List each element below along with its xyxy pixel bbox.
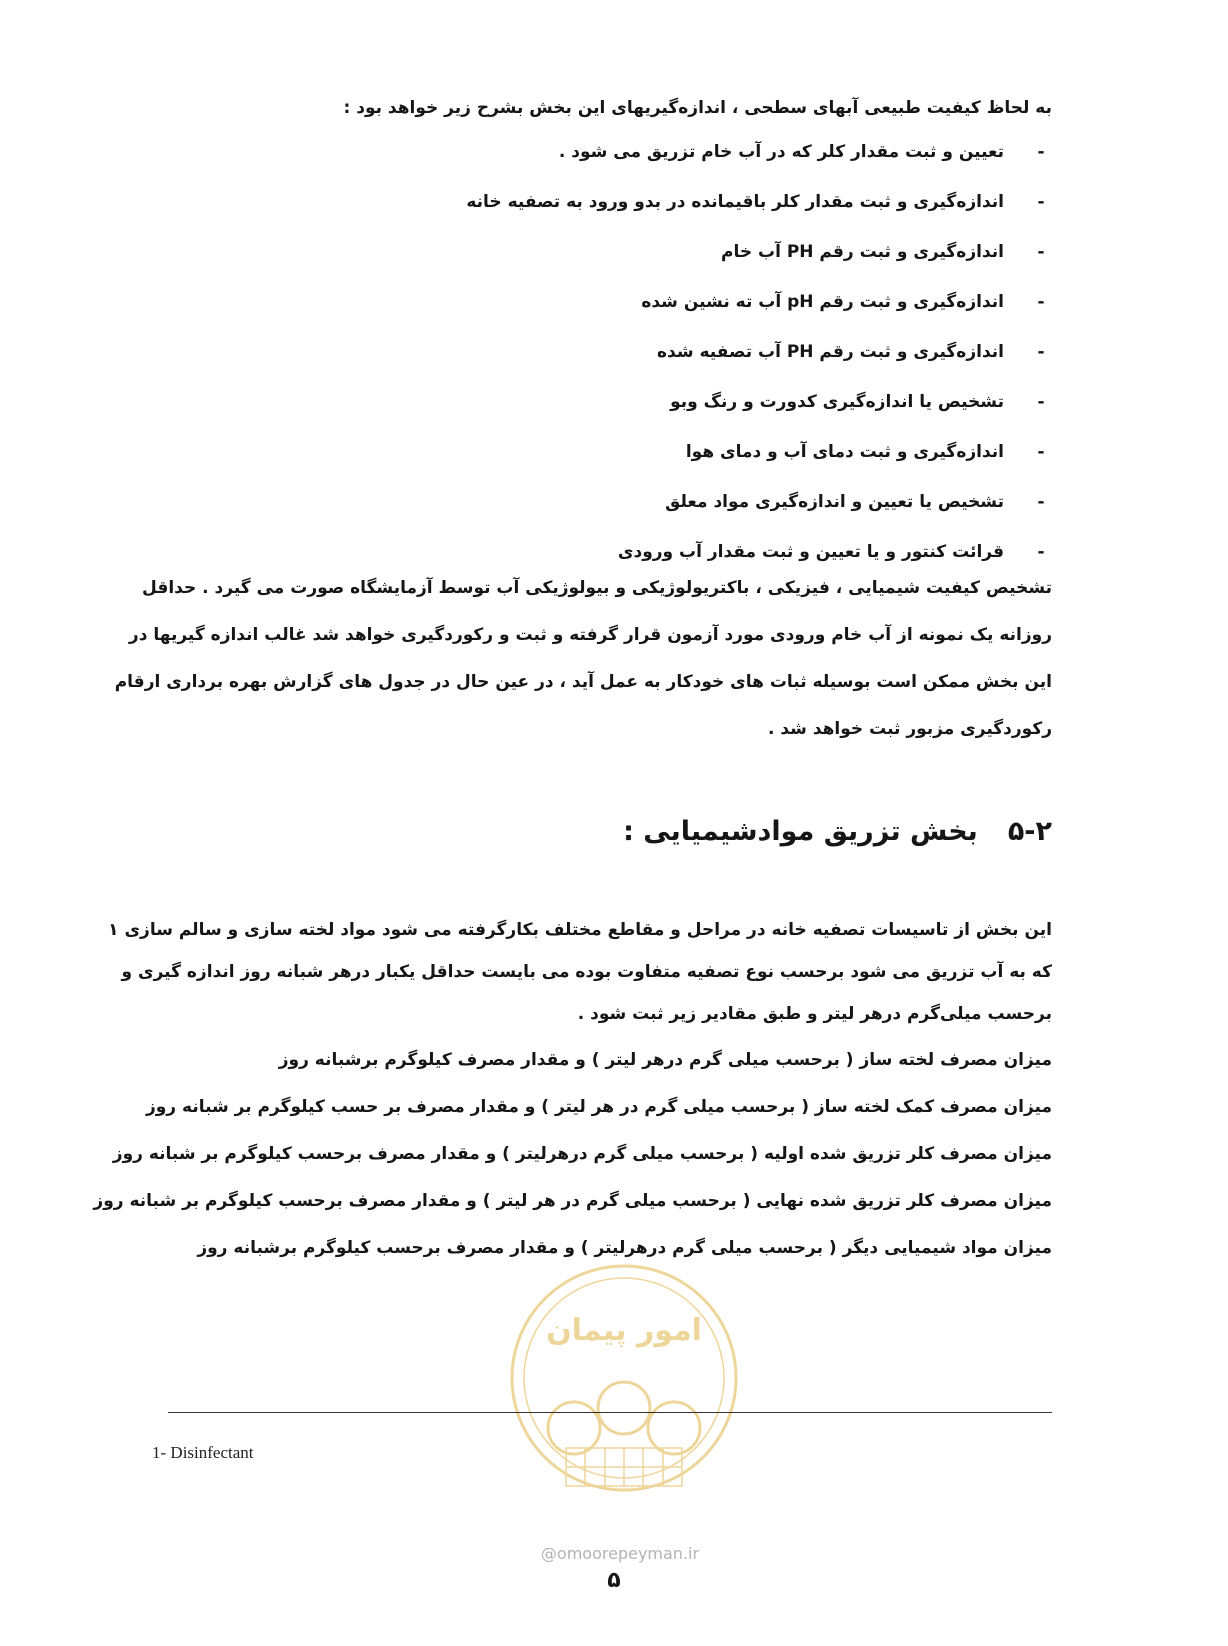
page-number: ۵ <box>607 1568 621 1593</box>
bullet-dash: - <box>1037 292 1045 312</box>
seal-text: امور پیمان <box>546 1313 702 1348</box>
list-item: -اندازه‌گیری و ثبت رقم PH آب تصفیه شده <box>172 342 1052 392</box>
paragraph-line: این بخش ممکن است بوسیله ثبات های خودکار به عمل آید ، در عین حال در جدول های گزارش بهره برداری ارقام <box>114 672 1052 692</box>
list-item: -اندازه‌گیری و ثبت مقدار کلر باقیمانده در بدو ورود به تصفیه خانه <box>172 192 1052 242</box>
measurement-list <box>172 142 1052 592</box>
bullet-dash: - <box>1037 542 1045 562</box>
paragraph-line: تشخیص کیفیت شیمیایی ، فیزیکی ، باکتریولوژیکی و بیولوژیکی آب توسط آزمایشگاه صورت می گیرد . حداقل <box>142 578 1052 598</box>
paragraph-line: روزانه یک نمونه از آب خام ورودی مورد آزمون قرار گرفته و ثبت و رکوردگیری خواهد شد غالب اندازه گیریها در <box>128 625 1052 645</box>
list-item: میزان مصرف لخته ساز ( برحسب میلی گرم درهر لیتر ) و مقدار مصرف کیلوگرم برشبانه روز <box>278 1050 1052 1070</box>
paragraph-line: این بخش از تاسیسات تصفیه خانه در مراحل و مقاطع مختلف بکارگرفته می شود مواد لخته سازی و سالم سازی ۱ <box>108 920 1052 940</box>
paragraph-line: رکوردگیری مزبور ثبت خواهد شد . <box>767 719 1052 739</box>
watermark-seal-icon <box>504 1258 744 1498</box>
footnote-divider <box>168 1412 1052 1413</box>
section-number: ۵-۲ <box>1007 816 1052 847</box>
intro-sentence: به لحاظ کیفیت طبیعی آبهای سطحی ، اندازه‌گیریهای این بخش بشرح زیر خواهد بود : <box>343 98 1052 118</box>
list-item: -تشخیص یا تعیین و اندازه‌گیری مواد معلق <box>172 492 1052 542</box>
list-item: -اندازه‌گیری و ثبت رقم PH آب خام <box>172 242 1052 292</box>
list-item: میزان مصرف کمک لخته ساز ( برحسب میلی گرم در هر لیتر ) و مقدار مصرف بر حسب کیلوگرم بر شبانه روز <box>145 1097 1052 1117</box>
section-title: بخش تزریق موادشیمیایی : <box>623 816 978 847</box>
consumption-list <box>93 1050 1052 1285</box>
bullet-dash: - <box>1037 142 1045 162</box>
list-item: -قرائت کنتور و یا تعیین و ثبت مقدار آب ورودی <box>172 542 1052 592</box>
bullet-dash: - <box>1037 392 1045 412</box>
list-item: -اندازه‌گیری و ثبت دمای آب و دمای هوا <box>172 442 1052 492</box>
bullet-dash: - <box>1037 242 1045 262</box>
list-item: -تشخیص یا اندازه‌گیری کدورت و رنگ وبو <box>172 392 1052 442</box>
footnote: 1- Disinfectant <box>152 1443 254 1462</box>
section-heading <box>172 816 1052 847</box>
bullet-dash: - <box>1037 492 1045 512</box>
list-item: میزان مواد شیمیایی دیگر ( برحسب میلی گرم درهرلیتر ) و مقدار مصرف برحسب کیلوگرم برشبانه روز <box>197 1238 1052 1258</box>
list-item: میزان مصرف کلر تزریق شده نهایی ( برحسب میلی گرم در هر لیتر ) و مقدار مصرف برحسب کیلوگرم بر شبانه روز <box>93 1191 1052 1211</box>
list-item: میزان مصرف کلر تزریق شده اولیه ( برحسب میلی گرم درهرلیتر ) و مقدار مصرف برحسب کیلوگرم بر شبانه روز <box>112 1144 1052 1164</box>
bullet-dash: - <box>1037 342 1045 362</box>
list-item: -اندازه‌گیری و ثبت رقم pH آب ته نشین شده <box>172 292 1052 342</box>
bullet-dash: - <box>1037 192 1045 212</box>
list-item: -تعیین و ثبت مقدار کلر که در آب خام تزریق می شود . <box>172 142 1052 192</box>
paragraph-line: که به آب تزریق می شود برحسب نوع تصفیه متفاوت بوده می بایست حداقل یکبار درهر شبانه روز اندازه گیری و <box>121 962 1052 982</box>
chemical-injection-paragraph <box>108 920 1052 1046</box>
watermark-site: @omoorepeyman.ir <box>540 1544 700 1563</box>
lab-quality-paragraph <box>114 578 1052 766</box>
bullet-dash: - <box>1037 442 1045 462</box>
paragraph-line: برحسب میلی‌گرم درهر لیتر و طبق مقادیر زیر ثبت شود . <box>577 1004 1052 1024</box>
